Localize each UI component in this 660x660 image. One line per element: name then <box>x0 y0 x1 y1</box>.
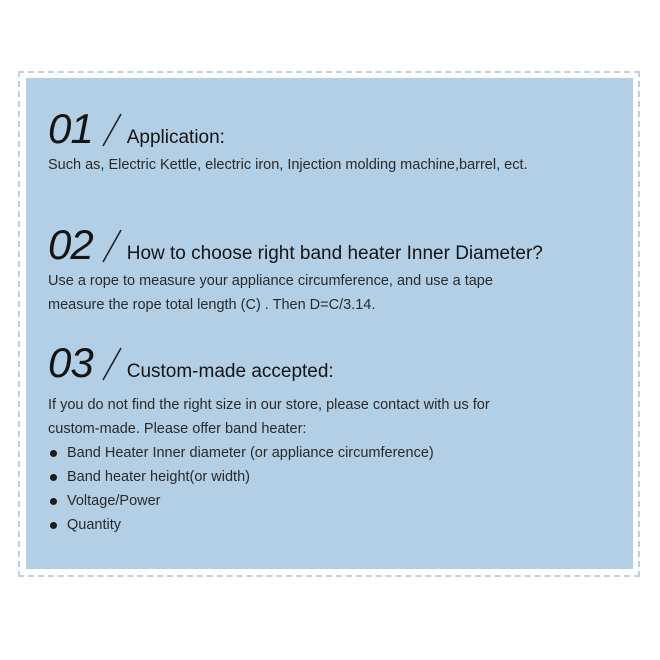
slash-icon <box>101 346 123 382</box>
bullet-icon <box>50 522 57 529</box>
slash-icon <box>101 112 123 148</box>
section-text-line: custom-made. Please offer band heater: <box>48 421 307 437</box>
section-number: 02 <box>48 221 93 268</box>
list-item <box>50 489 434 513</box>
section-heading-03 <box>48 339 334 386</box>
list-item-label: Band Heater Inner diameter (or appliance circumference) <box>67 445 434 461</box>
section-text-line: If you do not find the right size in our store, please contact with us for <box>48 397 490 413</box>
section-title: Custom-made accepted: <box>126 361 334 382</box>
section-number: 03 <box>48 339 93 386</box>
section-text-line: Such as, Electric Kettle, electric iron, Injection molding machine,barrel, ect. <box>48 157 528 173</box>
section-number: 01 <box>48 105 93 152</box>
section-text-line: Use a rope to measure your appliance circumference, and use a tape <box>48 273 493 289</box>
list-item-label: Quantity <box>67 517 121 533</box>
slash-icon <box>101 228 123 264</box>
bullet-icon <box>50 474 57 481</box>
section-heading-01 <box>48 105 225 152</box>
list-item <box>50 441 434 465</box>
section-text-line: measure the rope total length (C) . Then D=C/3.14. <box>48 297 376 313</box>
bullet-icon <box>50 450 57 457</box>
requirements-list <box>50 441 434 537</box>
list-item <box>50 465 434 489</box>
list-item-label: Band heater height(or width) <box>67 469 250 485</box>
bullet-icon <box>50 498 57 505</box>
list-item-label: Voltage/Power <box>67 493 161 509</box>
section-heading-02 <box>48 221 543 268</box>
list-item <box>50 513 434 537</box>
section-title: How to choose right band heater Inner Diameter? <box>126 243 543 264</box>
section-title: Application: <box>126 127 225 148</box>
